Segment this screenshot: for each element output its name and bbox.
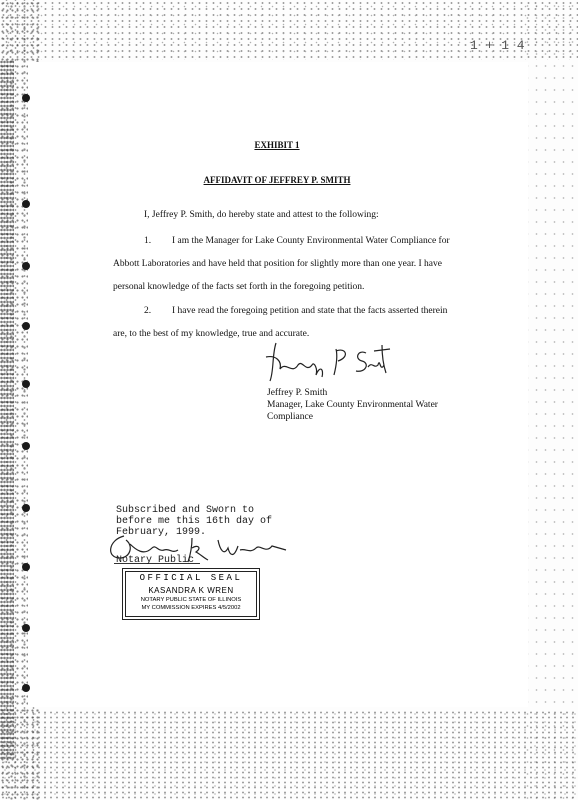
- binder-hole: [22, 200, 30, 208]
- binder-hole: [22, 262, 30, 270]
- paragraph-1-line: personal knowledge of the facts set forth in the foregoing petition.: [113, 282, 365, 292]
- notary-public-label: Notary Public: [116, 555, 195, 566]
- affiant-signature: [262, 335, 397, 387]
- scan-noise-left-edge: [0, 60, 14, 760]
- binder-hole: [22, 563, 30, 571]
- seal-state-line: NOTARY PUBLIC STATE OF ILLINOIS: [140, 597, 242, 603]
- seal-name: KASANDRA K WREN: [148, 586, 234, 595]
- seal-expiration-line: MY COMMISSION EXPIRES 4/5/2002: [141, 605, 241, 611]
- notary-seal: [125, 571, 257, 617]
- notary-jurat-line: February, 1999.: [116, 527, 207, 538]
- affidavit-title: AFFIDAVIT OF JEFFREY P. SMITH: [203, 175, 351, 185]
- binder-hole: [22, 504, 30, 512]
- paragraph-1-line: I am the Manager for Lake County Environmental Water Compliance for: [172, 236, 450, 246]
- binder-hole: [22, 380, 30, 388]
- exhibit-title: EXHIBIT 1: [254, 140, 300, 150]
- binder-hole: [22, 624, 30, 632]
- binder-hole: [22, 322, 30, 330]
- affiant-name: Jeffrey P. Smith: [267, 388, 328, 398]
- binder-hole: [22, 94, 30, 102]
- affiant-title: Manager, Lake County Environmental Water: [267, 400, 438, 410]
- paragraph-2-number: 2.: [144, 306, 152, 316]
- scan-noise-right: [523, 0, 578, 800]
- paragraph-2-line: are, to the best of my knowledge, true and accurate.: [113, 329, 310, 339]
- notary-jurat-line: Subscribed and Sworn to: [116, 505, 255, 516]
- binder-hole: [22, 442, 30, 450]
- notary-jurat-line: before me this 16th day of: [116, 516, 273, 527]
- affiant-title: Compliance: [267, 412, 313, 422]
- paragraph-2-line: I have read the foregoing petition and state that the facts asserted therein: [172, 306, 448, 316]
- intro-statement: I, Jeffrey P. Smith, do hereby state and attest to the following:: [144, 210, 379, 220]
- paragraph-1-number: 1.: [144, 236, 152, 246]
- scan-noise-bottom: [0, 710, 578, 800]
- header-scrawl: 1 + 1 4: [470, 38, 525, 53]
- seal-title: OFFICIAL SEAL: [139, 573, 243, 583]
- paragraph-1-line: Abbott Laboratories and have held that position for slightly more than one year. I have: [113, 259, 442, 269]
- binder-hole: [22, 684, 30, 692]
